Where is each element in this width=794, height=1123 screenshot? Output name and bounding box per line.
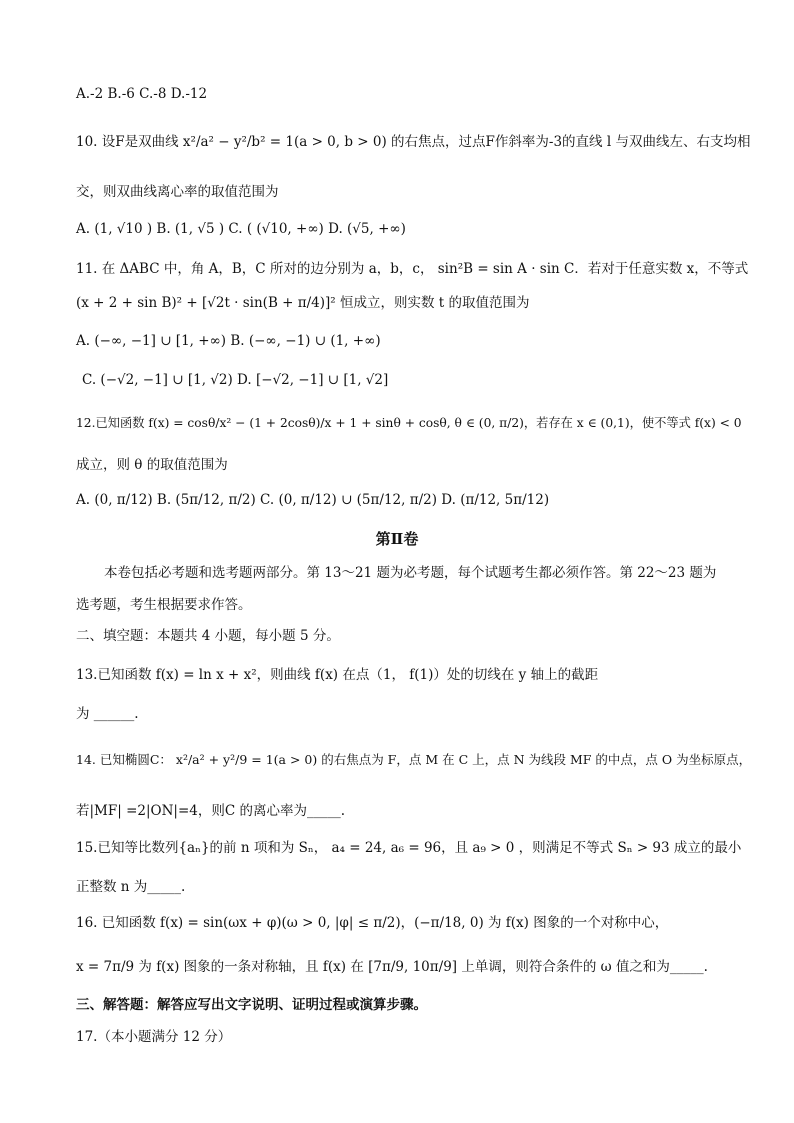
q11-stem-line1: 11. 在 ΔABC 中，角 A，B，C 所对的边分别为 a，b，c， sin²B = sin A · sin C．若对于任意实数 x，不等式 xyxy=(76,261,749,277)
section-intro-line2: 选考题，考生根据要求作答。 xyxy=(76,597,252,613)
q14-stem-line2: 若|MF| =2|ON|=4，则C 的离心率为_____. xyxy=(76,803,346,819)
q16-stem-line1: 16. 已知函数 f(x) = sin(ωx + φ)(ω > 0, |φ| ≤ π/2)，(−π/18, 0) 为 f(x) 图象的一个对称中心， xyxy=(76,915,669,931)
q10-stem-line2: 交，则双曲线离心率的取值范围为 xyxy=(76,184,279,200)
q13-stem-line1: 13.已知函数 f(x) = ln x + x²，则曲线 f(x) 在点（1， f(1)）处的切线在 y 轴上的截距 xyxy=(76,667,599,683)
q16-stem-line2: x = 7π/9 为 f(x) 图象的一条对称轴，且 f(x) 在 [7π/9, 10π/9] 上单调，则符合条件的 ω 值之和为_____. xyxy=(76,959,708,975)
answer-section-heading: 三、解答题：解答应写出文字说明、证明过程或演算步骤。 xyxy=(76,997,427,1013)
section-intro-line1: 本卷包括必考题和选考题两部分。第 13～21 题为必考题，每个试题考生都必须作答。第 22～23 题为 xyxy=(104,565,717,581)
q11-choices-cd: C. (−√2, −1] ∪ [1, √2) D. [−√2, −1] ∪ [1, √2] xyxy=(82,372,389,388)
q13-stem-line2: 为 ______. xyxy=(76,706,139,722)
q15-stem-line2: 正整数 n 为_____. xyxy=(76,879,186,895)
q12-stem-line1: 12.已知函数 f(x) = cosθ/x² − (1 + 2cosθ)/x + 1 + sinθ + cosθ, θ ∈ (0, π/2)，若存在 x ∈ (0,1)，使不等式 f(x) < 0 xyxy=(76,416,742,430)
q15-stem-line1: 15.已知等比数列{aₙ}的前 n 项和为 Sₙ， a₄ = 24, a₆ = 96，且 a₉ > 0 ，则满足不等式 Sₙ > 93 成立的最小 xyxy=(76,840,742,856)
section-two-title: 第Ⅱ卷 xyxy=(375,530,419,548)
q17-title: 17.（本小题满分 12 分） xyxy=(76,1029,232,1045)
q9-choices: A.-2 B.-6 C.-8 D.-12 xyxy=(76,86,208,102)
q12-choices: A. (0, π/12) B. (5π/12, π/2) C. (0, π/12) ∪ (5π/12, π/2) D. (π/12, 5π/12) xyxy=(76,492,550,508)
q14-stem-line1: 14. 已知椭圆C： x²/a² + y²/9 = 1(a > 0) 的右焦点为 F，点 M 在 C 上，点 N 为线段 MF 的中点，点 O 为坐标原点， xyxy=(76,752,752,767)
q10-stem-line1: 10. 设F是双曲线 x²/a² − y²/b² = 1(a > 0, b > 0) 的右焦点，过点F作斜率为-3的直线 l 与双曲线左、右支均相 xyxy=(76,134,751,150)
q11-stem-line2: (x + 2 + sin B)² + [√2t · sin(B + π/4)]² 恒成立，则实数 t 的取值范围为 xyxy=(76,295,530,311)
fill-in-heading: 二、填空题：本题共 4 小题，每小题 5 分。 xyxy=(76,628,340,644)
q11-choices-ab: A. (−∞, −1] ∪ [1, +∞) B. (−∞, −1) ∪ (1, +∞) xyxy=(76,333,381,349)
q12-stem-line2: 成立，则 θ 的取值范围为 xyxy=(76,457,228,473)
q10-choices: A. (1, √10 ) B. (1, √5 ) C. ( (√10, +∞) D. (√5, +∞) xyxy=(76,221,406,237)
